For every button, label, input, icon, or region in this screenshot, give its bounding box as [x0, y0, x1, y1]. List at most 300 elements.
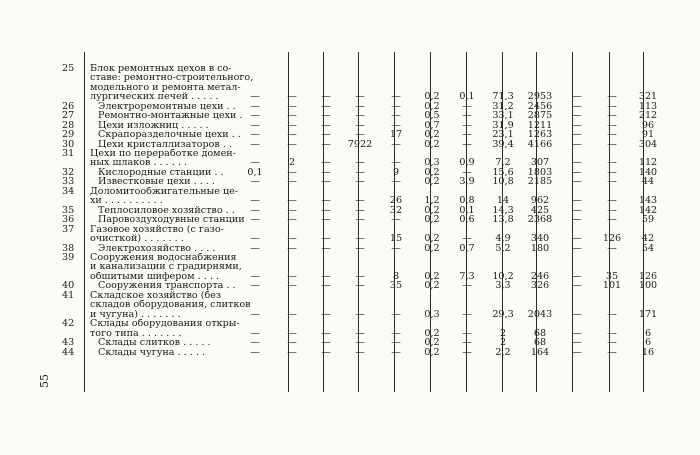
table-cell: 0,8 — [459, 195, 475, 207]
table-cell: 13,8 — [492, 214, 514, 226]
table-cell: 0,2 — [424, 129, 440, 141]
row-name-line: Цехи по переработке домен- — [90, 149, 236, 159]
table-cell: — — [287, 327, 297, 339]
table-cell: — — [462, 280, 472, 292]
row-number: 29 — [62, 129, 75, 141]
table-cell: 126 — [602, 233, 622, 245]
table-cell: — — [355, 308, 365, 320]
table-cell: — — [287, 166, 297, 178]
row-number: 31 — [62, 148, 75, 160]
row-name-line: и канализации с градирнями, — [90, 262, 242, 272]
table-cell: 0,2 — [424, 100, 440, 112]
table-cell: 2 — [288, 157, 296, 169]
table-cell: 1803 — [527, 166, 553, 178]
table-cell: — — [572, 100, 582, 112]
table-cell: 1,2 — [424, 195, 440, 207]
table-cell: — — [462, 308, 472, 320]
table-cell: 0,2 — [424, 270, 440, 282]
row-name-line: Известковые цехи . . . . — [98, 177, 215, 187]
table-cell: — — [250, 110, 260, 122]
table-row — [0, 319, 700, 338]
table-cell: — — [572, 280, 582, 292]
table-cell: 2875 — [527, 110, 553, 122]
table-cell: 15,6 — [492, 166, 514, 178]
table-cell: 0,2 — [424, 176, 440, 188]
table-cell: 2368 — [527, 214, 553, 226]
row-name-line: лургических печей . . . . . — [90, 92, 219, 102]
table-cell: 0,5 — [424, 110, 440, 122]
table-cell: — — [250, 138, 260, 150]
table-cell: — — [462, 337, 472, 349]
table-cell: — — [287, 204, 297, 216]
table-cell: 6 — [644, 337, 652, 349]
table-cell: 0,1 — [459, 91, 475, 103]
table-cell: 29,3 — [492, 308, 514, 320]
row-name-line: Складское хозяйство (без — [90, 290, 222, 300]
table-cell: — — [462, 119, 472, 131]
table-cell: — — [572, 308, 582, 320]
row-name-line: Доломитообжигательные це- — [90, 186, 239, 196]
table-cell: 2,2 — [495, 346, 511, 358]
table-cell: 10,8 — [492, 176, 514, 188]
table-cell: 0,2 — [424, 138, 440, 150]
table-cell: — — [572, 110, 582, 122]
table-row — [0, 111, 700, 120]
row-name-line: ставе: ремонтно-строительного, — [90, 73, 254, 83]
row-name-line: Электрохозяйство . . . . — [98, 243, 216, 253]
table-cell: 31,2 — [492, 100, 514, 112]
table-cell: 962 — [530, 195, 550, 207]
table-cell: — — [287, 91, 297, 103]
table-cell: — — [321, 204, 331, 216]
table-cell: — — [250, 233, 260, 245]
table-row — [0, 225, 700, 244]
table-cell: — — [321, 119, 331, 131]
table-cell: 0,2 — [424, 166, 440, 178]
table-cell: — — [250, 100, 260, 112]
table-cell: — — [607, 346, 617, 358]
table-cell: 126 — [638, 270, 658, 282]
table-cell: 6 — [644, 327, 652, 339]
table-cell: — — [287, 242, 297, 254]
row-name-line: Блок ремонтных цехов в со- — [90, 64, 232, 73]
table-cell: 35 — [605, 270, 619, 282]
table-cell: 7,3 — [459, 270, 475, 282]
table-cell: — — [250, 129, 260, 141]
table-cell: — — [321, 337, 331, 349]
table-cell: — — [572, 346, 582, 358]
table-cell: 3,3 — [495, 280, 511, 292]
table-cell: — — [355, 327, 365, 339]
table-cell: 0,9 — [459, 157, 475, 169]
table-cell: — — [355, 157, 365, 169]
row-name-line: и чугуна) . . . . . . . — [90, 309, 181, 319]
table-cell: — — [250, 119, 260, 131]
row-name-line: модельного и ремонта метал- — [90, 82, 241, 92]
table-cell: 42 — [641, 233, 655, 245]
table-cell: — — [355, 280, 365, 292]
table-cell: 0,2 — [424, 346, 440, 358]
table-cell: — — [572, 233, 582, 245]
table-cell: 212 — [638, 110, 658, 122]
table-cell: — — [250, 337, 260, 349]
table-cell: — — [321, 100, 331, 112]
table-cell: 0,3 — [424, 308, 440, 320]
table-cell: 0,6 — [459, 214, 475, 226]
row-number: 40 — [62, 280, 75, 292]
table-cell: — — [572, 327, 582, 339]
table-cell: — — [391, 100, 401, 112]
table-cell: — — [250, 270, 260, 282]
table-cell: 44 — [641, 176, 655, 188]
table-cell: — — [355, 337, 365, 349]
table-cell: 0,2 — [424, 242, 440, 254]
table-cell: 340 — [530, 233, 550, 245]
table-cell: 425 — [530, 204, 550, 216]
row-number: 27 — [62, 110, 75, 122]
table-cell: 17 — [389, 129, 403, 141]
table-cell: — — [355, 129, 365, 141]
table-cell: — — [572, 242, 582, 254]
table-cell: — — [321, 233, 331, 245]
table-cell: — — [250, 157, 260, 169]
table-cell: — — [321, 214, 331, 226]
table-row — [0, 149, 700, 168]
table-cell: — — [355, 346, 365, 358]
table-cell: — — [250, 280, 260, 292]
table-cell: 14 — [496, 195, 510, 207]
table-row — [0, 215, 700, 224]
table-cell: — — [607, 166, 617, 178]
table-cell: — — [572, 270, 582, 282]
row-number: 28 — [62, 119, 75, 131]
table-cell: 15 — [389, 233, 403, 245]
table-cell: — — [250, 308, 260, 320]
table-cell: — — [572, 337, 582, 349]
row-number: 37 — [62, 223, 75, 235]
table-cell: — — [321, 110, 331, 122]
table-cell: 0,2 — [424, 91, 440, 103]
table-cell: — — [321, 176, 331, 188]
page-number: 55 — [38, 374, 51, 388]
table-cell: 3,9 — [459, 176, 475, 188]
table-cell: — — [321, 157, 331, 169]
table-cell: — — [321, 308, 331, 320]
table-row — [0, 253, 700, 281]
table-cell: — — [391, 327, 401, 339]
table-cell: — — [391, 242, 401, 254]
row-name-line: Цехи кристаллизаторов . . — [98, 139, 232, 149]
table-cell: 7922 — [347, 138, 373, 150]
table-cell: 180 — [530, 242, 550, 254]
table-cell: 10,2 — [492, 270, 514, 282]
table-row — [0, 281, 700, 290]
table-cell: 0,2 — [424, 327, 440, 339]
table-cell: — — [572, 157, 582, 169]
row-number: 35 — [62, 204, 75, 216]
table-cell: — — [287, 195, 297, 207]
row-number: 34 — [62, 185, 75, 197]
table-cell: 8 — [392, 270, 400, 282]
row-name-line: хи . . . . . . . . . . — [90, 196, 163, 206]
table-cell: — — [607, 138, 617, 150]
table-cell: 0,2 — [424, 204, 440, 216]
table-cell: — — [572, 195, 582, 207]
table-cell: 101 — [602, 280, 622, 292]
table-cell: — — [462, 138, 472, 150]
table-cell: — — [462, 327, 472, 339]
table-cell: — — [607, 337, 617, 349]
table-cell: 326 — [530, 280, 550, 292]
table-cell: — — [391, 91, 401, 103]
table-cell: — — [355, 233, 365, 245]
table-cell: 9 — [392, 166, 400, 178]
row-name-line: Склады оборудования откры- — [90, 319, 240, 329]
table-cell: 2185 — [527, 176, 553, 188]
table-cell: — — [355, 119, 365, 131]
table-cell: 32 — [389, 204, 403, 216]
row-name-line: Сооружения водоснабжения — [90, 253, 237, 262]
table-cell: 1211 — [527, 119, 553, 131]
table-cell: 0,1 — [459, 204, 475, 216]
table-cell: 35 — [389, 280, 403, 292]
table-cell: — — [250, 91, 260, 103]
table-cell: — — [250, 176, 260, 188]
table-cell: — — [355, 204, 365, 216]
table-cell: — — [391, 157, 401, 169]
table-row — [0, 187, 700, 206]
table-cell: — — [572, 204, 582, 216]
table-cell: 54 — [641, 242, 655, 254]
table-cell: — — [572, 214, 582, 226]
table-cell: 0,2 — [424, 233, 440, 245]
table-cell: — — [462, 166, 472, 178]
table-cell: — — [462, 129, 472, 141]
table-cell: — — [355, 195, 365, 207]
table-cell: — — [607, 119, 617, 131]
table-cell: — — [321, 280, 331, 292]
table-cell: — — [462, 110, 472, 122]
table-cell: — — [572, 166, 582, 178]
table-cell: — — [355, 242, 365, 254]
table-cell: 171 — [638, 308, 658, 320]
row-number: 39 — [62, 252, 75, 263]
table-cell: 0,1 — [247, 166, 263, 178]
table-cell: — — [607, 176, 617, 188]
table-cell: 39,4 — [492, 138, 514, 150]
table-cell: — — [462, 100, 472, 112]
table-cell: 142 — [638, 204, 658, 216]
table-cell: — — [250, 346, 260, 358]
table-cell: — — [287, 270, 297, 282]
table-cell: 1263 — [527, 129, 553, 141]
table-cell: — — [250, 204, 260, 216]
row-number: 36 — [62, 214, 75, 226]
row-name-line: Сооружения транспорта . . — [98, 281, 236, 291]
table-cell: — — [287, 214, 297, 226]
row-name-line: Склады чугуна . . . . . — [98, 347, 206, 357]
table-cell: 0,7 — [459, 242, 475, 254]
table-cell: — — [287, 308, 297, 320]
table-cell: — — [607, 214, 617, 226]
row-name-line: складов оборудования, слитков — [90, 300, 251, 310]
table-cell: 5,2 — [495, 242, 511, 254]
table-cell: 140 — [638, 166, 658, 178]
table-cell: — — [462, 346, 472, 358]
table-cell: 143 — [638, 195, 658, 207]
table-cell: — — [572, 138, 582, 150]
table-cell: — — [250, 195, 260, 207]
table-cell: 4,9 — [495, 233, 511, 245]
table-cell: — — [250, 214, 260, 226]
table-row — [0, 177, 700, 186]
table-cell: — — [321, 327, 331, 339]
table-cell: 2043 — [527, 308, 553, 320]
table-cell: — — [321, 346, 331, 358]
table-cell: — — [321, 195, 331, 207]
row-name-line: Скрапоразделочные цехи . . — [98, 130, 241, 140]
row-number: 32 — [62, 166, 75, 178]
table-cell: 91 — [641, 129, 655, 141]
table-cell: — — [287, 110, 297, 122]
table-cell: — — [355, 270, 365, 282]
table-cell: 16 — [641, 346, 655, 358]
table-cell: — — [321, 91, 331, 103]
table-cell: — — [355, 176, 365, 188]
table-cell: — — [607, 308, 617, 320]
table-cell: — — [250, 327, 260, 339]
table-cell: — — [391, 337, 401, 349]
table-cell: 321 — [638, 91, 658, 103]
table-cell: — — [287, 129, 297, 141]
table-cell: — — [355, 91, 365, 103]
table-cell: 246 — [530, 270, 550, 282]
table-cell: 68 — [533, 327, 547, 339]
row-name-line: Электроремонтные цехи . . — [98, 101, 236, 111]
row-name-line: обшитыми шифером . . . . — [90, 271, 219, 281]
row-name-line: Теплосиловое хозяйство . . — [98, 205, 235, 215]
row-number: 30 — [62, 138, 75, 150]
table-cell: — — [391, 214, 401, 226]
table-cell: — — [607, 195, 617, 207]
table-cell: 14,3 — [492, 204, 514, 216]
table-cell: 33,1 — [492, 110, 514, 122]
table-cell: — — [391, 110, 401, 122]
table-cell: — — [391, 346, 401, 358]
row-number: 43 — [62, 337, 75, 349]
table-cell: — — [607, 157, 617, 169]
table-row — [0, 338, 700, 347]
table-cell: — — [287, 176, 297, 188]
table-cell: — — [607, 129, 617, 141]
row-name-line: Газовое хозяйство (с газо- — [90, 224, 224, 234]
row-number: 26 — [62, 100, 75, 112]
row-number: 33 — [62, 176, 75, 188]
table-row — [0, 348, 700, 357]
row-name-line: Склады слитков . . . . . — [98, 338, 211, 348]
table-cell: — — [607, 100, 617, 112]
table-cell: — — [572, 91, 582, 103]
row-name-line: Цехи изложниц . . . . . — [98, 120, 209, 130]
table-row — [0, 121, 700, 130]
table-cell: 23,1 — [492, 129, 514, 141]
table-row — [0, 64, 700, 102]
table-cell: — — [321, 242, 331, 254]
row-name-line: Кислородные станции . . — [98, 167, 224, 177]
row-name-line: ных шлаков . . . . . . — [90, 158, 187, 168]
table-cell: — — [287, 138, 297, 150]
table-cell: 113 — [638, 100, 658, 112]
table-cell: — — [607, 110, 617, 122]
row-number: 25 — [62, 63, 75, 74]
table-cell: 7,2 — [495, 157, 511, 169]
table-cell: — — [321, 270, 331, 282]
table-cell: — — [572, 176, 582, 188]
row-name-line: очисткой) . . . . . . . — [90, 234, 184, 244]
table-cell: 2 — [499, 327, 507, 339]
table-cell: — — [572, 129, 582, 141]
table-cell: 0,3 — [424, 157, 440, 169]
table-row — [0, 140, 700, 149]
table-cell: 59 — [641, 214, 655, 226]
table-cell: 4166 — [527, 138, 553, 150]
row-number: 42 — [62, 318, 75, 330]
table-cell: — — [572, 119, 582, 131]
table-cell: — — [607, 91, 617, 103]
table-cell: 26 — [389, 195, 403, 207]
table-cell: 2953 — [527, 91, 553, 103]
table-cell: — — [355, 100, 365, 112]
row-number: 38 — [62, 242, 75, 254]
table-cell: — — [462, 233, 472, 245]
table-cell: 0,2 — [424, 337, 440, 349]
table-cell: — — [287, 100, 297, 112]
table-row — [0, 168, 700, 177]
table-cell: — — [287, 233, 297, 245]
row-number: 41 — [62, 289, 75, 301]
table-cell: 0,2 — [424, 214, 440, 226]
table-row — [0, 206, 700, 215]
table-cell: 112 — [638, 157, 658, 169]
table-cell: — — [321, 138, 331, 150]
table-cell: — — [287, 346, 297, 358]
table-row — [0, 244, 700, 253]
table-cell: — — [391, 119, 401, 131]
table-cell: 96 — [641, 119, 655, 131]
table-cell: 0,7 — [424, 119, 440, 131]
table-cell: — — [607, 242, 617, 254]
table-cell: — — [607, 204, 617, 216]
table-cell: — — [287, 280, 297, 292]
table-cell: — — [287, 337, 297, 349]
row-name-line: того типа . . . . . . . — [90, 328, 182, 338]
table-cell: — — [355, 110, 365, 122]
table-cell: 71,3 — [492, 91, 514, 103]
table-row — [0, 102, 700, 111]
table-cell: — — [607, 327, 617, 339]
table-cell: 2 — [499, 337, 507, 349]
table-row — [0, 291, 700, 319]
table-cell: — — [391, 138, 401, 150]
table-cell: 31,9 — [492, 119, 514, 131]
row-name-line: Ремонтно-монтажные цехи . — [98, 111, 243, 121]
table-cell: 68 — [533, 337, 547, 349]
table-cell: 307 — [530, 157, 550, 169]
table-cell: — — [321, 166, 331, 178]
row-number: 44 — [62, 346, 75, 358]
table-cell: 0,2 — [424, 280, 440, 292]
row-name-line: Паровоздуходувные станции — [98, 215, 245, 225]
